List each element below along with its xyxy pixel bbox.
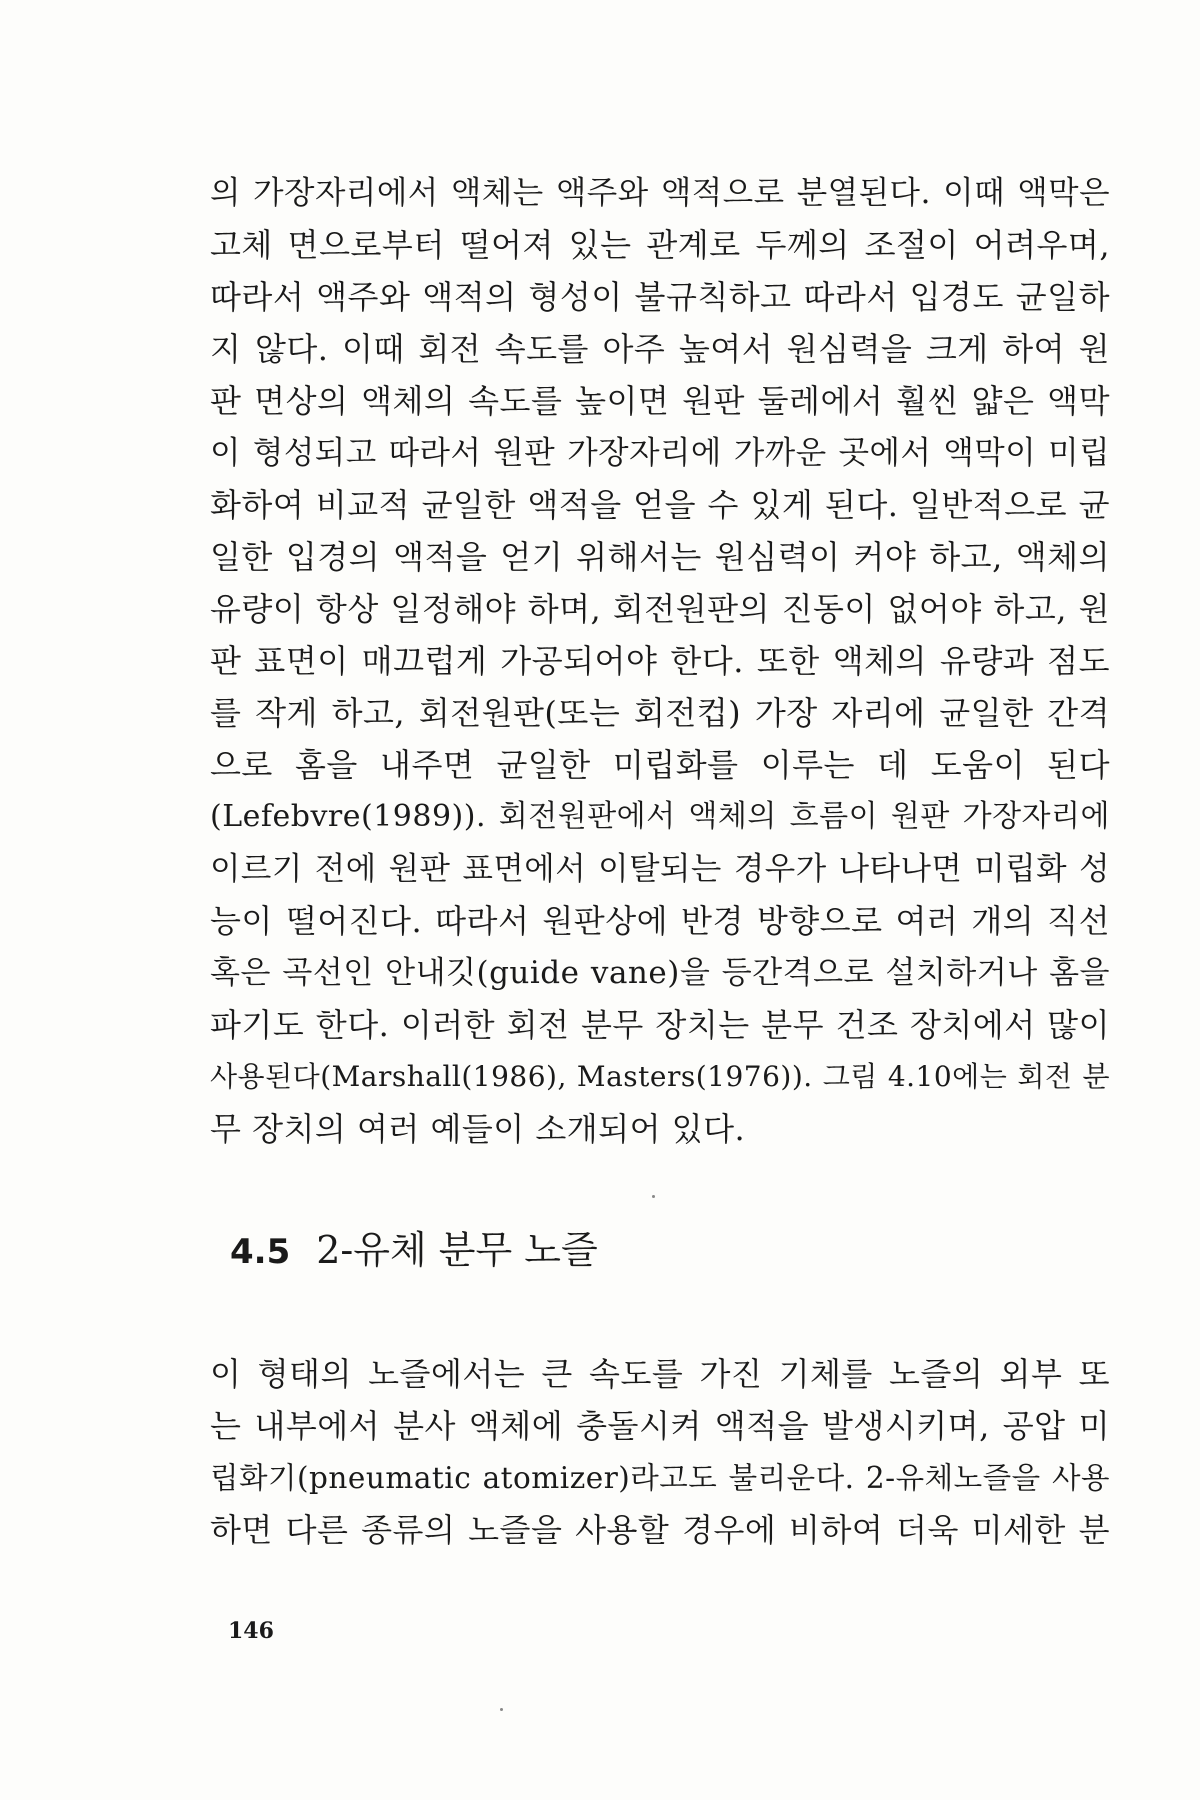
text-line: 를 작게 하고, 회전원판(또는 회전컵) 가장 자리에 균일한 간격 — [210, 694, 1110, 732]
body-paragraph-2 — [210, 1348, 1110, 1556]
text-line: 일한 입경의 액적을 얻기 위해서는 원심력이 커야 하고, 액체의 — [210, 538, 1110, 576]
text-line: 는 내부에서 분사 액체에 충돌시켜 액적을 발생시키며, 공압 미 — [210, 1407, 1110, 1445]
text-line: 이 형성되고 따라서 원판 가장자리에 가까운 곳에서 액막이 미립 — [210, 435, 1110, 471]
section-number: 4.5 — [230, 1232, 291, 1272]
section-title: 2-유체 분무 노즐 — [316, 1228, 598, 1272]
scan-speck — [500, 1708, 503, 1711]
page-number: 146 — [228, 1618, 274, 1644]
text-line: 화하여 비교적 균일한 액적을 얻을 수 있게 된다. 일반적으로 균 — [210, 486, 1110, 524]
text-line: 판 면상의 액체의 속도를 높이면 원판 둘레에서 훨씬 얇은 액막 — [210, 382, 1110, 420]
body-paragraph-1 — [210, 167, 1110, 1155]
scan-speck — [652, 1195, 655, 1198]
text-line: 이르기 전에 원판 표면에서 이탈되는 경우가 나타나면 미립화 성 — [210, 851, 1110, 887]
text-line: 무 장치의 여러 예들이 소개되어 있다. — [210, 1110, 746, 1148]
text-line: 따라서 액주와 액적의 형성이 불규칙하고 따라서 입경도 균일하 — [210, 278, 1110, 316]
text-line: 이 형태의 노즐에서는 큰 속도를 가진 기체를 노즐의 외부 또 — [210, 1355, 1110, 1393]
text-line: 사용된다(Marshall(1986), Masters(1976)). 그림 4.10에는 회전 분 — [210, 1060, 1110, 1093]
text-line: 지 않다. 이때 회전 속도를 아주 높여서 원심력을 크게 하여 원 — [210, 330, 1110, 368]
text-line: 파기도 한다. 이러한 회전 분무 장치는 분무 건조 장치에서 많이 — [210, 1006, 1110, 1044]
text-line: (Lefebvre(1989)). 회전원판에서 액체의 흐름이 원판 가장자리에 — [210, 799, 1110, 834]
text-line: 의 가장자리에서 액체는 액주와 액적으로 분열된다. 이때 액막은 — [210, 175, 1110, 211]
text-line: 하면 다른 종류의 노즐을 사용할 경우에 비하여 더욱 미세한 분 — [210, 1511, 1110, 1549]
text-line: 립화기(pneumatic atomizer)라고도 불리운다. 2-유체노즐을 사용 — [210, 1461, 1110, 1495]
text-line: 판 표면이 매끄럽게 가공되어야 한다. 또한 액체의 유량과 점도 — [210, 642, 1110, 680]
text-line: 혹은 곡선인 안내깃(guide vane)을 등간격으로 설치하거나 홈을 — [210, 955, 1110, 991]
text-line: 고체 면으로부터 떨어져 있는 관계로 두께의 조절이 어려우며, — [210, 226, 1110, 264]
text-line: 유량이 항상 일정해야 하며, 회전원판의 진동이 없어야 하고, 원 — [210, 590, 1110, 628]
text-line: 으로 홈을 내주면 균일한 미립화를 이루는 데 도움이 된다 — [210, 746, 1110, 784]
text-line: 능이 떨어진다. 따라서 원판상에 반경 방향으로 여러 개의 직선 — [210, 902, 1110, 940]
section-heading — [230, 1218, 930, 1282]
